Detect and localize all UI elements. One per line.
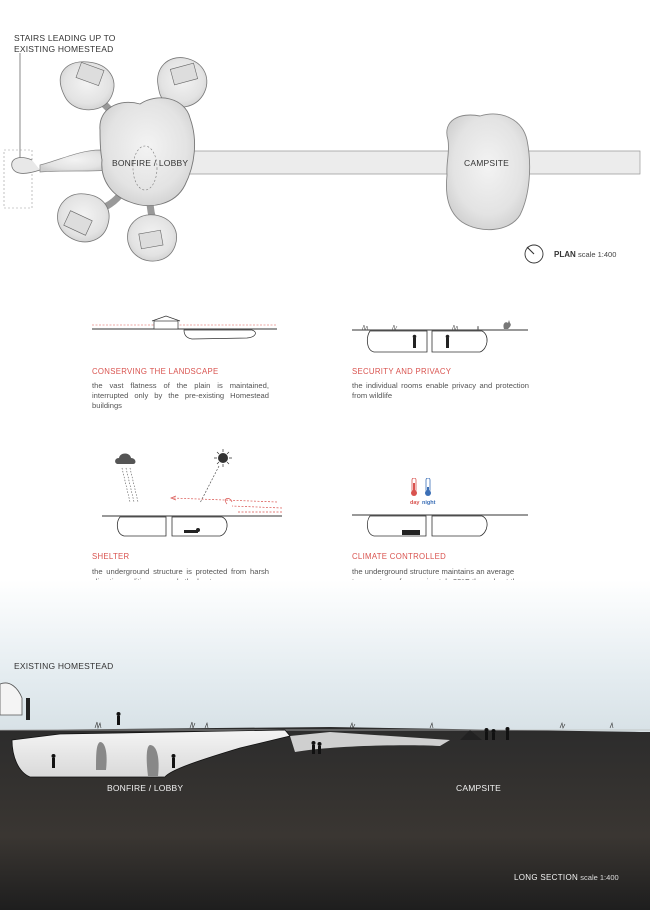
stairs-label-line2: EXISTING HOMESTEAD: [14, 44, 114, 54]
rain-icon: [122, 468, 138, 502]
sky-backdrop: [0, 580, 650, 740]
sun-icon: [218, 453, 228, 463]
diagram-climate-desc: the underground structure maintains an average: [352, 567, 515, 576]
diagram-security: [352, 315, 532, 360]
section-campsite-label: CAMPSITE: [456, 783, 502, 793]
room-right: [432, 331, 487, 352]
grass-icon: [362, 325, 479, 330]
diagram-climate-title: CLIMATE CONTROLLED: [352, 552, 447, 561]
long-path: [185, 151, 640, 174]
entry-path: [40, 150, 110, 172]
stairs-shape: [12, 158, 40, 174]
plan-campsite-label: CAMPSITE: [464, 158, 510, 168]
person-icon: [413, 338, 416, 348]
diagram-shelter-desc: the underground structure is protected from harsh: [92, 567, 269, 576]
plan-bonfire-label: BONFIRE / LOBBY: [112, 158, 189, 168]
sun-ray-arrow: [200, 466, 219, 503]
section-title-block: [514, 873, 619, 882]
stairs-label-line1: STAIRS LEADING UP TO: [14, 33, 116, 43]
room-left: [117, 517, 166, 536]
day-label: day: [410, 500, 420, 506]
person-icon-2: [446, 338, 449, 348]
site-plan: [0, 0, 650, 280]
chimney: [26, 698, 30, 720]
diagram-security-title: SECURITY AND PRIVACY: [352, 367, 452, 376]
section-homestead-label: EXISTING HOMESTEAD: [14, 661, 114, 671]
cloud-icon: [115, 454, 135, 465]
diagram-climate: [352, 478, 532, 538]
plan-title-block: [554, 250, 616, 259]
section-scale: scale 1:400: [580, 873, 619, 882]
kangaroo-icon: [503, 320, 510, 329]
bed-icon: [402, 530, 420, 535]
diagram-conserving-desc: the vast flatness of the plain is maintained, interrupted only by the pre-existing Homestead buildings: [92, 381, 269, 410]
diagram-security-desc: the individual rooms enable privacy and protection from wildlife: [352, 381, 529, 400]
plan-scale: scale 1:400: [578, 250, 617, 259]
diagram-conserving: [92, 310, 282, 350]
section-title: LONG SECTION: [514, 873, 579, 882]
diagram-shelter: [92, 448, 288, 540]
night-label: night: [422, 500, 436, 506]
person-lying-icon: [184, 530, 198, 533]
homestead-icon: [154, 321, 178, 329]
heat-arrow-2: [232, 506, 282, 508]
section-bonfire-label: BONFIRE / LOBBY: [107, 783, 184, 793]
room-right: [432, 516, 487, 536]
diagram-conserving-title: CONSERVING THE LANDSCAPE: [92, 367, 219, 376]
room-right: [172, 517, 227, 536]
diagram-shelter-title: SHELTER: [92, 552, 130, 561]
room-left: [367, 331, 427, 352]
plan-title: PLAN: [554, 250, 576, 259]
campsite-blob: [446, 114, 529, 230]
underground-shape: [184, 330, 255, 339]
heat-arrow-1: [172, 498, 277, 502]
long-section: [0, 580, 650, 910]
